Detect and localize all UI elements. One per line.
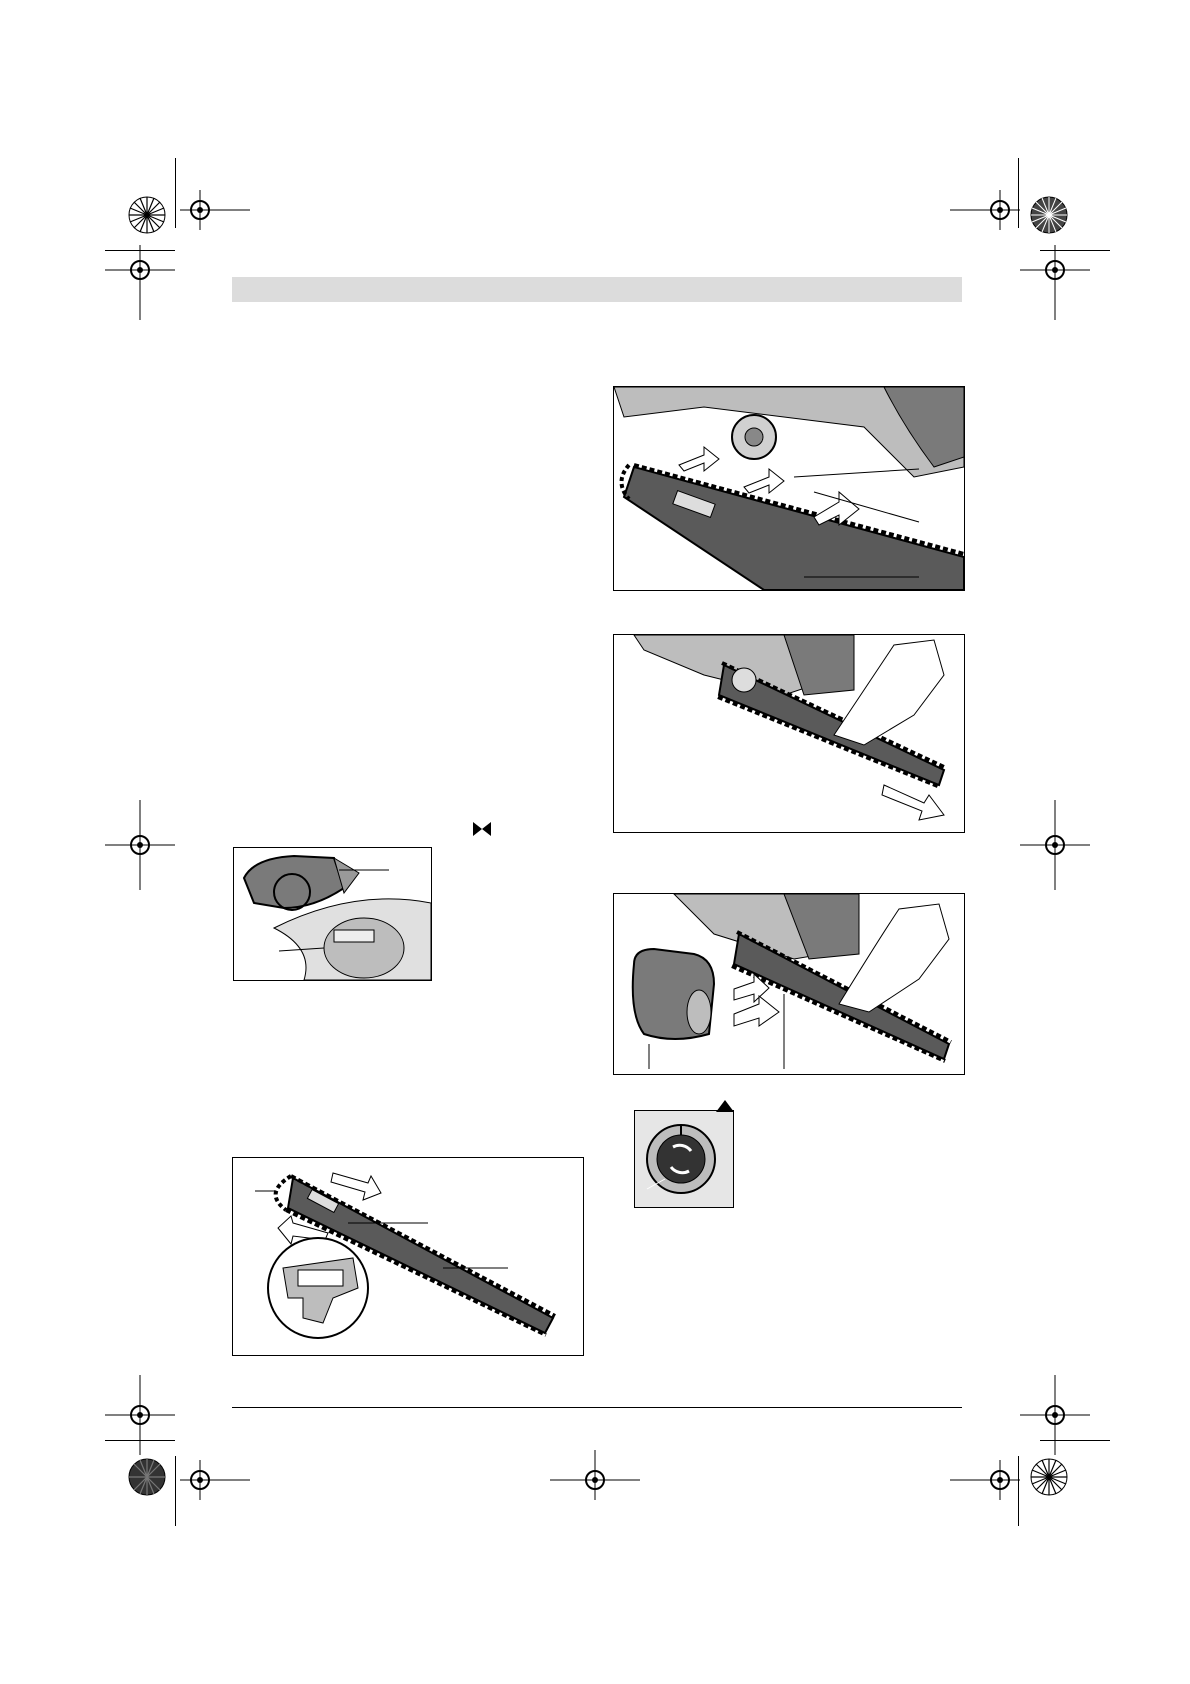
- figure-tension-knob-detail: [634, 1110, 734, 1208]
- crosshair-icon: [550, 1450, 640, 1500]
- crosshair-icon: [180, 190, 250, 230]
- figure-cover-knob-closeup: [233, 847, 432, 981]
- starburst-icon: [1030, 196, 1068, 234]
- crosshair-icon: [1020, 245, 1090, 325]
- crosshair-icon: [1020, 1375, 1090, 1455]
- starburst-icon: [128, 1458, 166, 1496]
- starburst-icon: [128, 196, 166, 234]
- crosshair-icon: [105, 1375, 175, 1455]
- footer-rule: [232, 1407, 962, 1408]
- starburst-icon: [1030, 1458, 1068, 1496]
- figure-chain-on-bar: [232, 1157, 584, 1356]
- header-band: [232, 277, 962, 302]
- figure-chain-cover-attach: [613, 893, 965, 1075]
- corner-triangle-icon: [716, 1100, 734, 1112]
- bowtie-icon: [473, 822, 491, 836]
- crosshair-icon: [1020, 800, 1090, 890]
- crosshair-icon: [105, 800, 175, 890]
- crop-mark-bottom-left-v: [175, 1456, 176, 1526]
- crosshair-icon: [950, 1460, 1020, 1500]
- crosshair-icon: [950, 190, 1020, 230]
- figure-chain-bar-exploded: [613, 386, 965, 591]
- crop-mark-top-left-v: [175, 158, 176, 228]
- crosshair-icon: [105, 245, 175, 325]
- crosshair-icon: [180, 1460, 250, 1500]
- figure-chain-tension-hand: [613, 634, 965, 833]
